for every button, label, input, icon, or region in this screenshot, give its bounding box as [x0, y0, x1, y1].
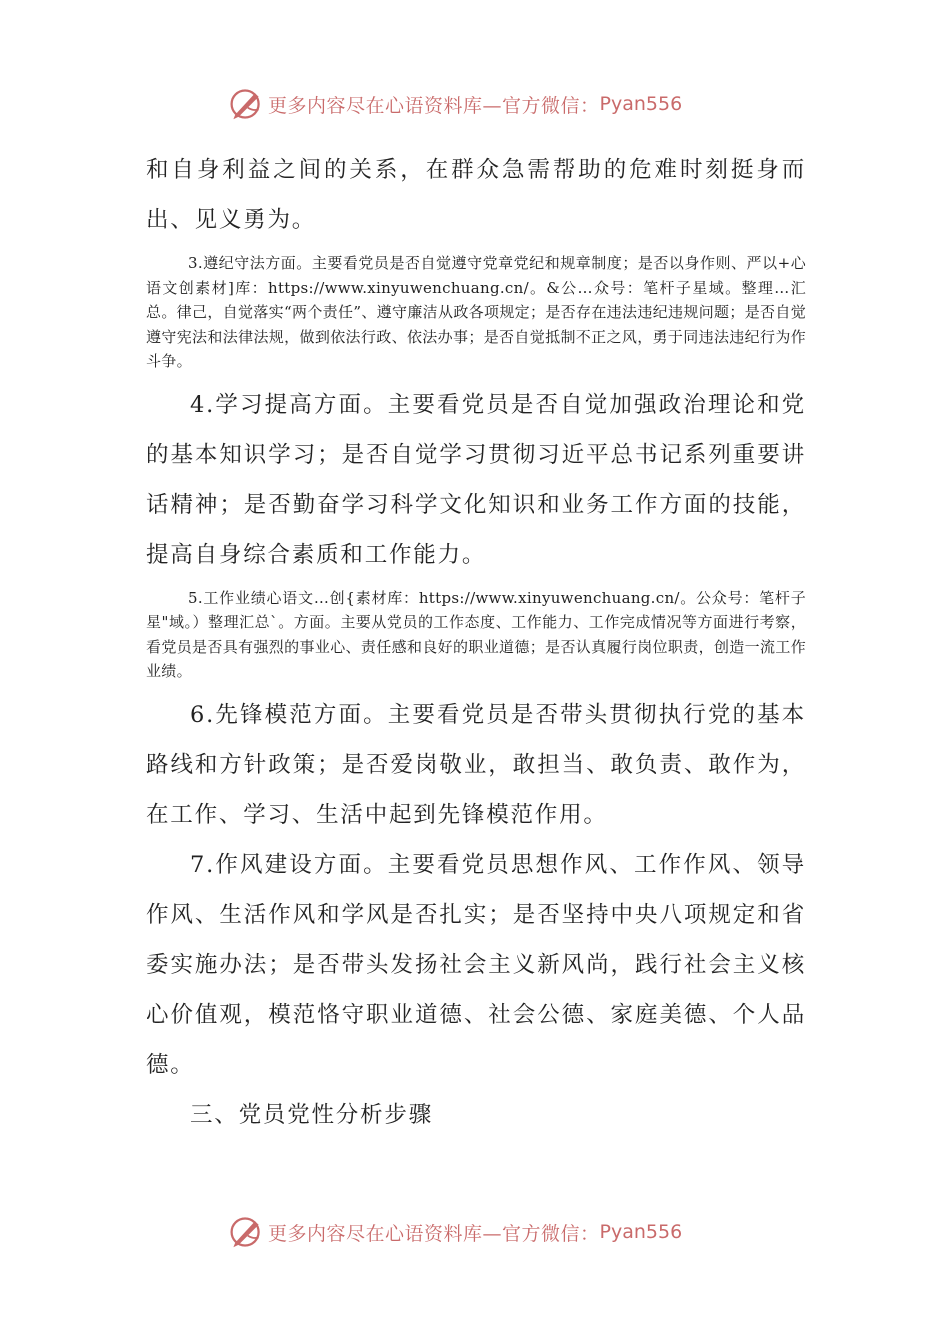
paragraph-style: 7.作风建设方面。主要看党员思想作风、工作作风、领导作风、生活作风和学风是否扎实；是否坚持中央八项规定和省委实施办法；是否带头发扬社会主义新风尚，践行社会主义核心价值观，模范恪守职业道德、社会公德、家庭美德、个人品德。 — [146, 851, 806, 1078]
pen-nib-logo-icon — [228, 1214, 264, 1250]
pen-nib-logo-icon — [228, 86, 264, 122]
banner-text: 更多内容尽在心语资料库—官方微信： — [268, 1222, 600, 1245]
footer-banner — [228, 1212, 728, 1252]
wechat-id: Pyan556 — [599, 1221, 683, 1243]
wechat-id: Pyan556 — [599, 93, 683, 115]
paragraph-performance: 5.工作业绩心语文…创{素材库：https://www.xinyuwenchuang.cn/。公众号：笔杆子星"域。）整理汇总`。方面。主要从党员的工作态度、工作能力、工作完成情况等方面进行考察，看党员是否具有强烈的事业心、责任感和良好的职业道德；是否认真履行岗位职责，创造一流工作业绩。 — [146, 588, 806, 680]
paragraph-vanguard: 6.先锋模范方面。主要看党员是否带头贯彻执行党的基本路线和方针政策；是否爱岗敬业，敢担当、敢负责、敢作为，在工作、学习、生活中起到先锋模范作用。 — [146, 701, 806, 828]
section-heading: 三、党员党性分析步骤 — [190, 1101, 434, 1128]
paragraph-discipline: 3.遵纪守法方面。主要看党员是否自觉遵守党章党纪和规章制度；是否以身作则、严以+心语文创素材]库：https://www.xinyuwenchuang.cn/。&公…众号：笔杆子星域。整理…汇总。律己，自觉落实“两个责任”、遵守廉洁从政各项规定；是否存在违法违纪违规问题；是否自觉遵守宪法和法律法规，做到依法行政、依法办事；是否自觉抵制不正之风，勇于同违法违纪行为作斗争。 — [146, 254, 806, 370]
paragraph-continuation: 和自身利益之间的关系，在群众急需帮助的危难时刻挺身而出、见义勇为。 — [146, 157, 806, 233]
paragraph-study: 4.学习提高方面。主要看党员是否自觉加强政治理论和党的基本知识学习；是否自觉学习贯彻习近平总书记系列重要讲话精神；是否勤奋学习科学文化知识和业务工作方面的技能，提高自身综合素质和工作能力。 — [146, 391, 806, 568]
header-banner — [228, 84, 728, 124]
document-body — [146, 145, 806, 1140]
banner-text: 更多内容尽在心语资料库—官方微信： — [268, 94, 600, 117]
